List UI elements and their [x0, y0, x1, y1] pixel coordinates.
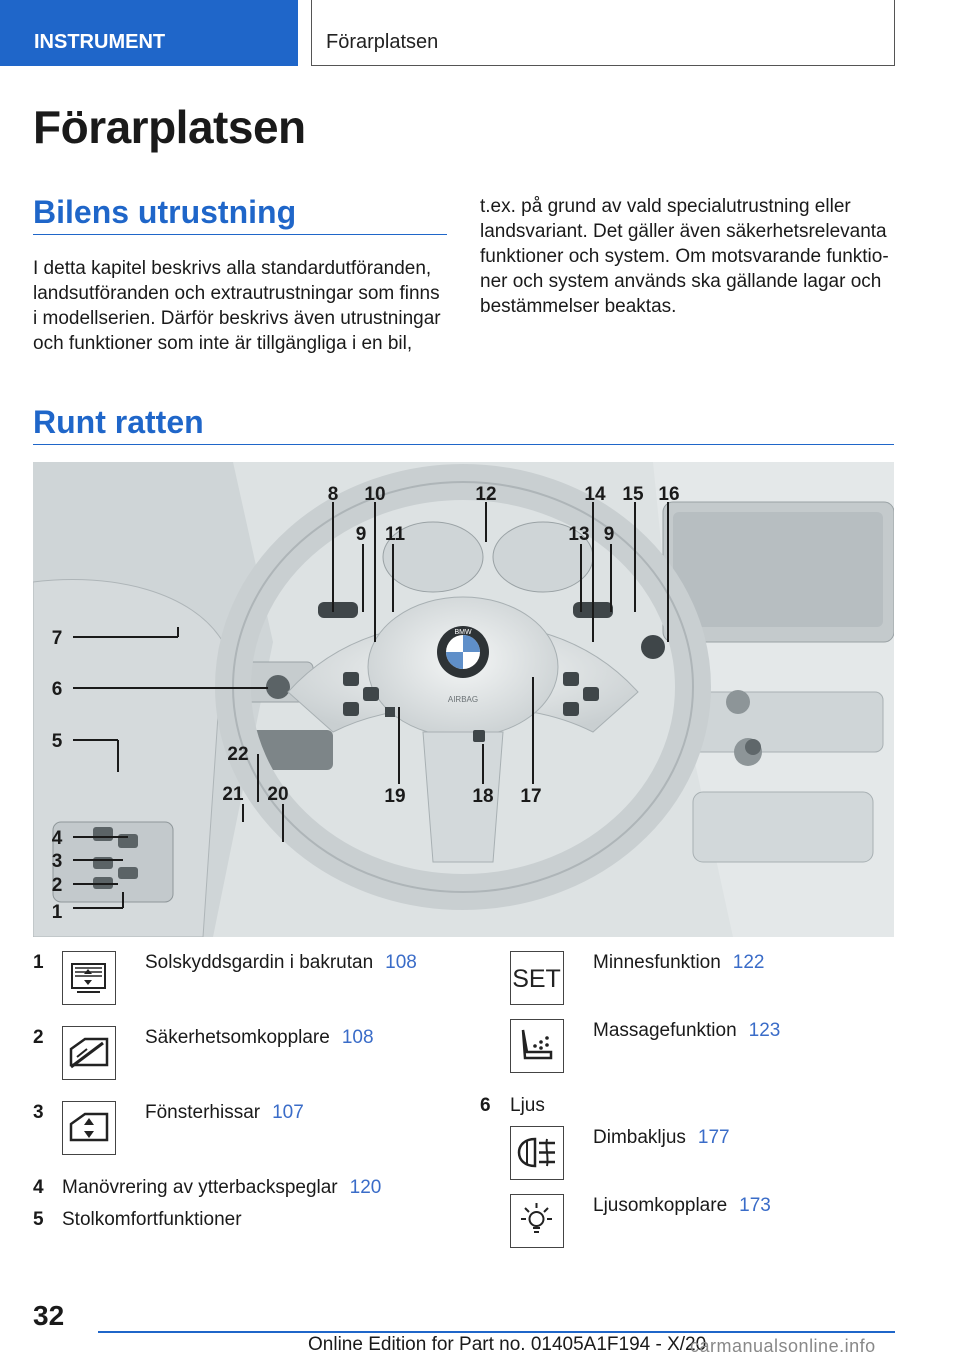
legend-item-3: Fönsterhissar 107: [145, 1102, 304, 1123]
callout-6: 6: [51, 679, 63, 700]
callout-11: 11: [384, 524, 406, 545]
legend-page-fog[interactable]: 177: [697, 1127, 730, 1148]
legend-num-5: 5: [33, 1209, 44, 1230]
legend-item-memory: Minnesfunktion 122: [593, 952, 765, 973]
legend-num-4: 4: [33, 1177, 44, 1198]
callout-8: 8: [327, 484, 339, 505]
callout-14: 14: [584, 484, 606, 505]
legend-item-5: Stolkomfortfunktioner: [62, 1209, 242, 1230]
equipment-text-right: t.ex. på grund av vald specialutrustning eller landsvariant. Det gäller även säkerhetsrelevanta funktioner och system. Om motsvarande funktio- ner och system används ska gällande lagar och bestämmelser beaktas.: [480, 196, 889, 317]
page-header: [0, 0, 960, 66]
power-window-icon: [62, 1101, 116, 1155]
equipment-heading: Bilens utrustning: [33, 194, 297, 230]
memory-set-icon: [510, 951, 564, 1005]
callout-10: 10: [364, 484, 386, 505]
legend-item-lightswitch: Ljusomkopplare 173: [593, 1195, 771, 1216]
equipment-heading-rule: [33, 234, 447, 235]
airbag-label: AIRBAG: [447, 695, 479, 704]
section-tab[interactable]: Förarplatsen: [311, 0, 895, 66]
page-number: 32: [33, 1300, 65, 1331]
footer-edition: Online Edition for Part no. 01405A1F194 - X/20: [308, 1334, 707, 1355]
chapter-tab[interactable]: INSTRUMENT: [0, 0, 298, 66]
safety-switch-icon: [62, 1026, 116, 1080]
legend-item-1: Solskyddsgardin i bakrutan 108: [145, 952, 417, 973]
callout-9-left: 9: [355, 524, 367, 545]
callout-4: 4: [51, 828, 63, 849]
callout-12: 12: [475, 484, 497, 505]
legend-item-2: Säkerhetsomkopplare 108: [145, 1027, 374, 1048]
legend-num-3: 3: [33, 1102, 44, 1123]
callout-13: 13: [568, 524, 590, 545]
legend-num-1: 1: [33, 952, 44, 973]
legend-item-4: Manövrering av ytterbackspeglar 120: [62, 1177, 382, 1198]
callout-22: 22: [227, 744, 249, 765]
callout-5: 5: [51, 731, 63, 752]
massage-seat-icon: [510, 1019, 564, 1073]
callout-18: 18: [472, 786, 494, 807]
legend-item-6: Ljus: [510, 1095, 545, 1116]
rear-sunblind-icon: [62, 951, 116, 1005]
legend-num-6: 6: [480, 1095, 491, 1116]
footer-rule: [98, 1331, 895, 1333]
callout-1: 1: [51, 902, 63, 923]
legend-page-massage[interactable]: 123: [748, 1020, 781, 1041]
legend-item-massage: Massagefunktion 123: [593, 1020, 781, 1041]
legend-page-4[interactable]: 120: [349, 1177, 382, 1198]
legend-page-2[interactable]: 108: [341, 1027, 374, 1048]
rear-fog-light-icon: [510, 1126, 564, 1180]
watermark: carmanualsonline.info: [690, 1336, 876, 1356]
light-switch-icon: [510, 1194, 564, 1248]
steering-heading-rule: [33, 444, 894, 445]
callout-2: 2: [51, 875, 63, 896]
callout-7: 7: [51, 628, 63, 649]
callout-9-right: 9: [603, 524, 615, 545]
callout-15: 15: [622, 484, 644, 505]
legend-page-1[interactable]: 108: [385, 952, 417, 973]
legend-item-fog: Dimbakljus 177: [593, 1127, 730, 1148]
legend-page-memory[interactable]: 122: [732, 952, 765, 973]
cockpit-photo: [33, 462, 894, 937]
callout-3: 3: [51, 851, 63, 872]
bmw-logo-text: BMW: [454, 629, 472, 636]
legend-page-3[interactable]: 107: [272, 1102, 304, 1123]
callout-16: 16: [658, 484, 680, 505]
page-title: Förarplatsen: [33, 101, 306, 153]
callout-21: 21: [222, 784, 244, 805]
callout-17: 17: [520, 786, 542, 807]
steering-heading: Runt ratten: [33, 404, 204, 440]
legend-num-2: 2: [33, 1027, 44, 1048]
svg-text:SET: SET: [512, 965, 561, 993]
equipment-text-left: I detta kapitel beskrivs alla standardutföranden, landsutföranden och extrautrustningar som finns i modellserien. Därför beskrivs även utrustningar och funktioner som inte är tillgängliga i en bil,: [33, 258, 441, 354]
callout-19: 19: [384, 786, 406, 807]
legend-page-lightswitch[interactable]: 173: [739, 1195, 771, 1216]
callout-20: 20: [267, 784, 289, 805]
